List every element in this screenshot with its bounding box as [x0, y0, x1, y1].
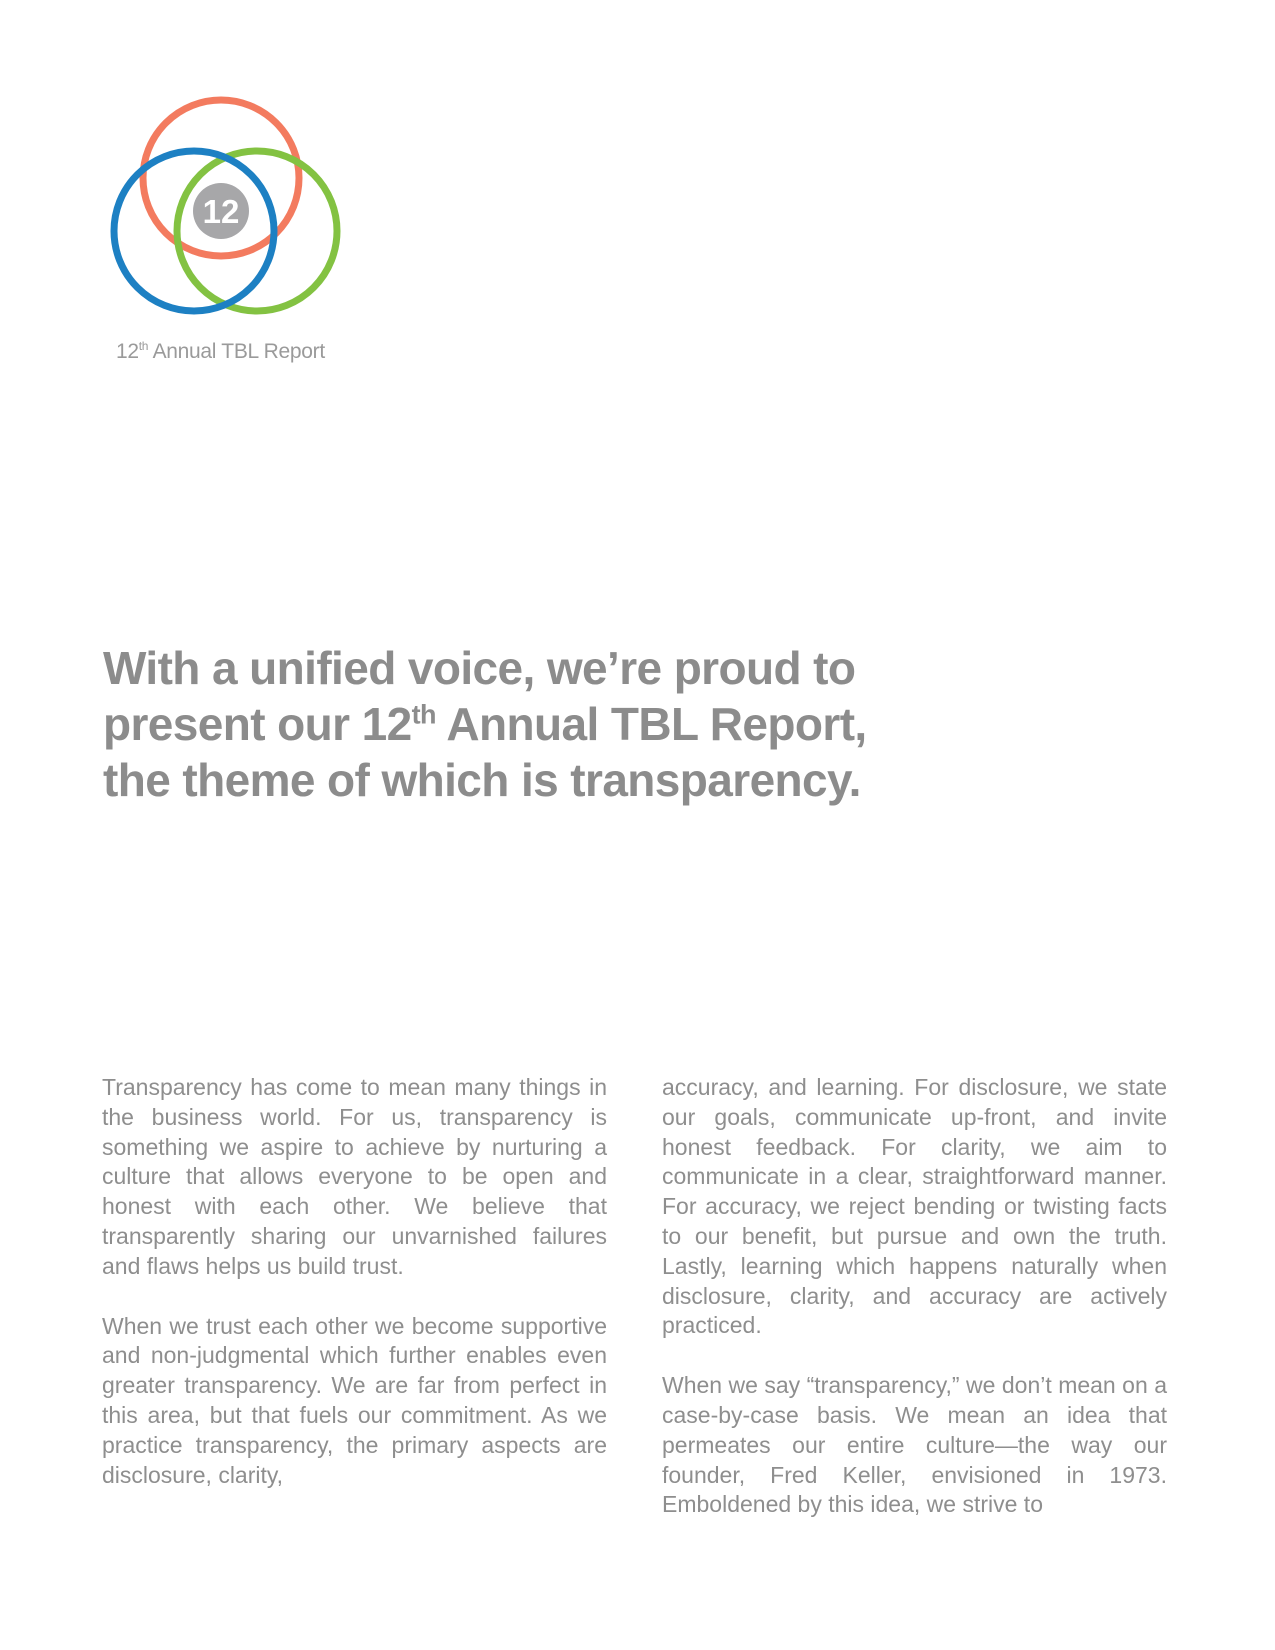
headline-line-2 [103, 696, 1043, 752]
body-paragraph: accuracy, and learning. For disclosure, we state our goals, communicate up-front, and invite honest feedback. For clarity, we aim to communicate in a clear, straightforward manner. For accuracy, we reject bending or twisting facts to our benefit, but pursue and own the truth. Lastly, learning which happens naturally when disclosure, clarity, and accuracy are actively practiced. [662, 1074, 1167, 1339]
headline [103, 640, 1043, 808]
green-ring [177, 151, 337, 311]
body-paragraph: When we trust each other we become supportive and non-judgmental which further enables even greater transparency. We are far from perfect in this area, but that fuels our commitment. As we practice transparency, the primary aspects are disclosure, clarity, [102, 1312, 607, 1488]
caption-number: 12 [116, 340, 139, 363]
headline-line-2-start: present our 12 [103, 698, 412, 750]
body-paragraph: When we say “transparency,” we don’t mean on a case-by-case basis. We mean an idea that permeates our entire culture—the way our founder, Fred Keller, envisioned in 1973. Emboldened by this idea, we strive to [662, 1372, 1167, 1518]
three-rings-logo-icon [108, 92, 358, 322]
headline-line-2-end: Annual TBL Report, [435, 698, 867, 750]
body-paragraph: Transparency has come to mean many things in the business world. For us, transparency is something we aspire to achieve by nurturing a culture that allows everyone to be open and honest with each other. We believe that transparently sharing our unvarnished failures and flaws helps us build trust. [102, 1074, 607, 1279]
body-column-right [662, 1073, 1167, 1550]
headline-ordinal: th [411, 699, 436, 730]
badge-number: 12 [202, 193, 240, 230]
headline-line-1: With a unified voice, we’re proud to [103, 642, 856, 694]
headline-line-3: the theme of which is transparency. [103, 754, 861, 806]
tbl-report-logo [108, 92, 358, 322]
caption-ordinal: th [138, 339, 149, 353]
caption-text: Annual TBL Report [148, 340, 325, 363]
logo-caption [116, 340, 325, 364]
body-column-left [102, 1073, 607, 1520]
blue-ring [114, 151, 274, 311]
